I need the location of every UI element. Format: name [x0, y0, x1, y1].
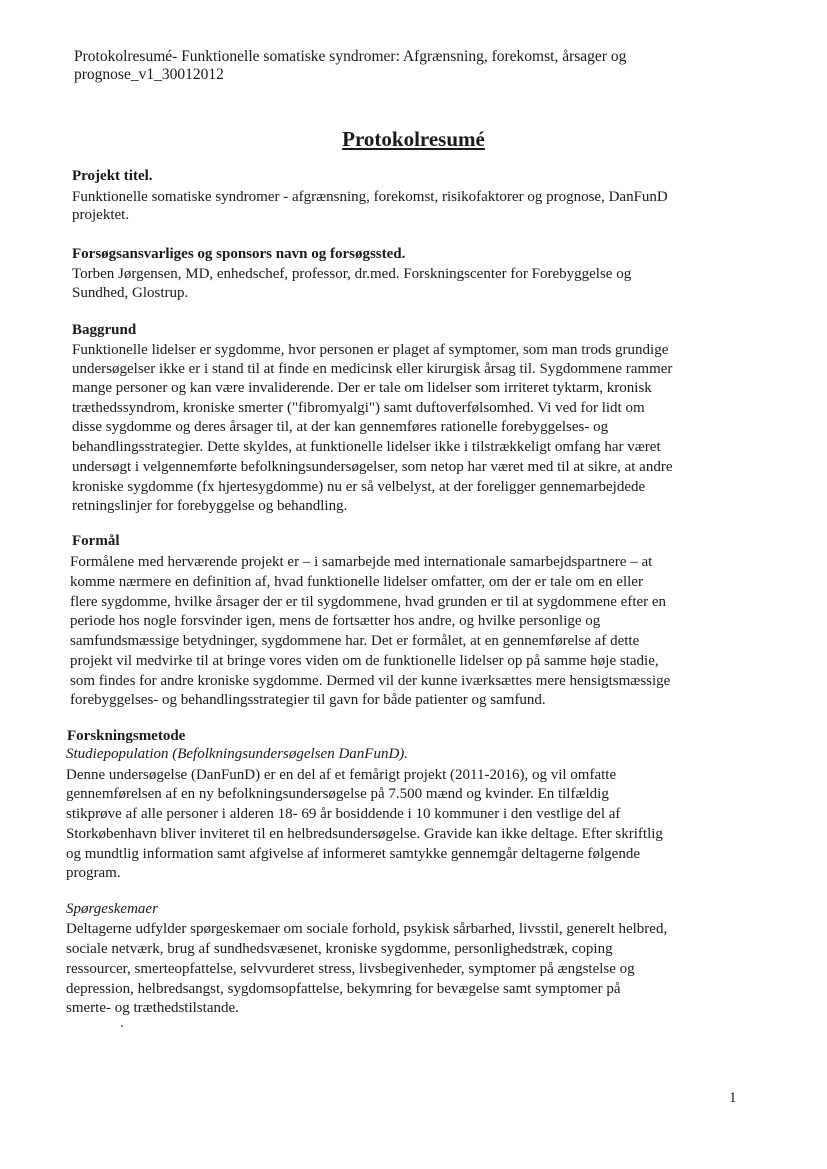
body-line: program. — [66, 865, 121, 881]
body-line: kroniske sygdomme (fx hjertesygdomme) nu er så velbelyst, at der foreligger gennemarbejdede — [72, 479, 646, 495]
body-line: disse sygdomme og deres årsager til, at der kan gennemføres rationelle forebyggelses- og — [72, 419, 609, 435]
body-line: Funktionelle lidelser er sygdomme, hvor personen er plaget af symptomer, som man trods grundige — [72, 342, 669, 358]
section-heading-formaal: Formål — [72, 533, 120, 549]
body-line: Storkøbenhavn bliver inviteret til en helbredsundersøgelse. Gravide kan ikke deltage. Efter skriftlig — [66, 826, 663, 842]
body-line: træthedssyndrom, kroniske smerter ("fibromyalgi") samt duftoverfølsomhed. Vi ved for lidt om — [72, 400, 645, 416]
body-line: smerte- og træthedstilstande. — [66, 1000, 239, 1016]
body-line: som findes for andre kroniske sygdomme. Dermed vil der kunne iværksættes mere hensigtsmæssige — [70, 673, 671, 689]
subheading-studiepopulation: Studiepopulation (Befolkningsundersøgelsen DanFunD). — [66, 746, 409, 762]
body-line: sociale netværk, brug af sundhedsvæsenet, kroniske sygdomme, personlighedstræk, coping — [66, 941, 613, 957]
body-line: samfundsmæssige betydninger, sygdommene har. Det er formålet, at en gennemførelse af dette — [70, 633, 640, 649]
body-line: projekt vil medvirke til at bringe vores viden om de funktionelle lidelser op på samme høje stadie, — [70, 653, 659, 669]
body-line: behandlingsstrategier. Dette skyldes, at funktionelle lidelser ikke i tilstrækkeligt omfang har været — [72, 439, 661, 455]
header-line-2: prognose_v1_30012012 — [74, 66, 224, 83]
body-line: komme nærmere en definition af, hvad funktionelle lidelser omfatter, om der er tale om en eller — [70, 574, 643, 590]
body-line: ressourcer, smerteopfattelse, selvvurderet stress, livsbegivenheder, symptomer på ængstelse og — [66, 961, 635, 977]
body-line: projektet. — [72, 207, 130, 223]
body-line: og mundtlig information samt afgivelse af informeret samtykke gennemgår deltagerne følgende — [66, 846, 640, 862]
section-heading-projekt: Projekt titel. — [72, 168, 153, 184]
body-line: Sundhed, Glostrup. — [72, 285, 189, 301]
body-line: depression, helbredsangst, sygdomsopfattelse, bekymring for bevægelse samt symptomer på — [66, 981, 621, 997]
body-line: Denne undersøgelse (DanFunD) er en del af et femårigt projekt (2011-2016), og vil omfatte — [66, 767, 617, 783]
body-line: undersøgt i velgennemførte befolkningsundersøgelser, som netop har været med til at sikre, at andre — [72, 459, 673, 475]
section-heading-ansvarlig: Forsøgsansvarliges og sponsors navn og forsøgssted. — [72, 246, 406, 262]
body-line: stikprøve af alle personer i alderen 18- 69 år bosiddende i 10 kommuner i den vestlige del af — [66, 806, 621, 822]
body-line: retningslinjer for forebyggelse og behandling. — [72, 498, 348, 514]
body-line: forebyggelses- og behandlingsstrategier til gavn for både patienter og samfund. — [70, 692, 546, 708]
body-line: Formålene med herværende projekt er – i samarbejde med internationale samarbejdspartnere – at — [70, 554, 653, 570]
body-line: Deltagerne udfylder spørgeskemaer om sociale forhold, psykisk sårbarhed, livsstil, generelt helbred, — [66, 921, 668, 937]
subheading-spoergeskemaer: Spørgeskemaer — [66, 901, 158, 917]
body-line: Funktionelle somatiske syndromer - afgrænsning, forekomst, risikofaktorer og prognose, DanFunD — [72, 189, 668, 205]
page-number: 1 — [729, 1090, 737, 1106]
section-heading-baggrund: Baggrund — [72, 322, 137, 338]
header-line-1: Protokolresumé- Funktionelle somatiske syndromer: Afgrænsning, forekomst, årsager og — [74, 48, 627, 65]
body-line: mange personer og kan være invaliderende. Der er tale om lidelser som irriteret tyktarm, kronisk — [72, 380, 652, 396]
body-line: undersøgelser ikke er i stand til at finde en medicinsk eller kirurgisk årsag til. Sygdommene rammer — [72, 361, 673, 377]
section-heading-metode: Forskningsmetode — [67, 728, 186, 744]
body-line: Torben Jørgensen, MD, enhedschef, professor, dr.med. Forskningscenter for Forebyggelse og — [72, 266, 632, 282]
stray-dot — [121, 1025, 123, 1027]
body-line: gennemførelsen af en ny befolkningsundersøgelse på 7.500 mænd og kvinder. En tilfældig — [66, 786, 609, 802]
body-line: periode hos nogle forsvinder igen, mens de fortsætter hos andre, og hvilke personlige og — [70, 613, 601, 629]
body-line: flere sygdomme, hvilke årsager der er til sygdommene, hvad grunden er til at sygdommene efter en — [70, 594, 667, 610]
document-title: Protokolresumé — [342, 127, 485, 151]
